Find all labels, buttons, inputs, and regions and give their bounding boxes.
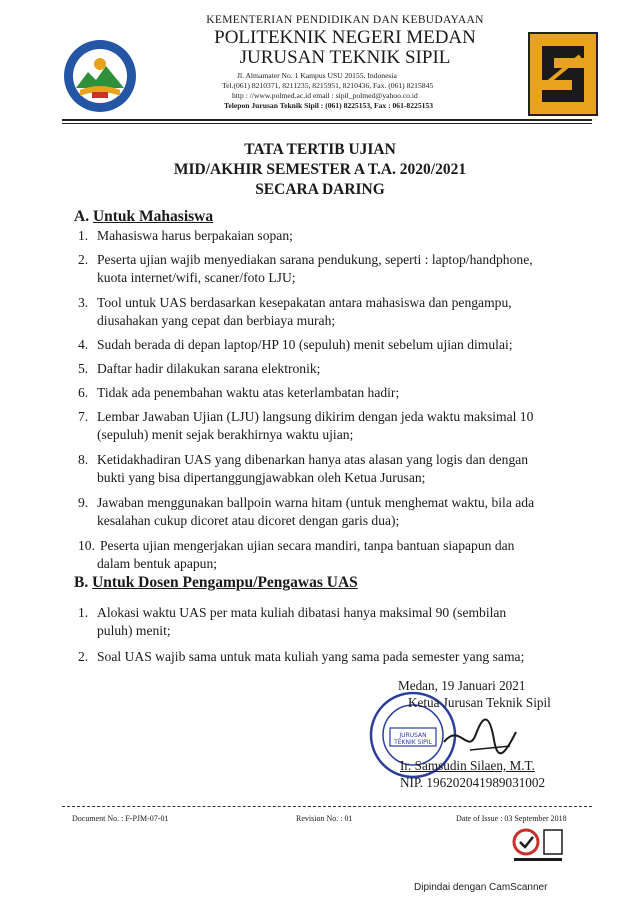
ministry-name: KEMENTERIAN PENDIDIKAN DAN KEBUDAYAAN [206,14,484,26]
issue-date: Date of Issue : 03 September 2018 [456,814,567,823]
item-text: Soal UAS wajib sama untuk mata kuliah yang sama pada semester yang sama; [97,649,525,664]
title-line-2: MID/AKHIR SEMESTER A T.A. 2020/2021 [173,161,467,178]
list-item [78,648,586,666]
footer-divider [62,806,592,807]
item-text: Daftar hadir dilakukan sarana elektronik; [97,361,321,376]
place-date: Medan, 19 Januari 2021 [398,678,526,693]
list-item [78,537,586,573]
list-item [78,384,586,402]
item-text: Peserta ujian wajib menyediakan sarana pendukung, seperti : laptop/handphone, [97,252,533,267]
item-text: Tidak ada penembahan waktu atas keterlambatan hadir; [97,385,400,400]
scanner-watermark: Dipindai dengan CamScanner [414,882,548,893]
item-text: Jawaban menggunakan ballpoin warna hitam (untuk menghemat waktu, bila ada [97,495,535,510]
item-text: Tool untuk UAS berdasarkan kesepakatan antara mahasiswa dan pengampu, [97,295,512,310]
item-number: 3. [78,295,89,310]
item-number: 9. [78,495,89,510]
list-item [78,336,586,354]
address: Jl. Almamater No. 1 Kampus USU 20155, Indonesia [237,71,397,80]
item-number: 6. [78,385,89,400]
item-number: 1. [78,228,89,243]
item-text: Peserta ujian mengerjakan ujian secara mandiri, tanpa bantuan siapapun dan [100,538,515,553]
civil-engineering-logo-icon [528,32,598,116]
item-number: 1. [78,605,89,620]
item-number: 2. [78,252,89,267]
department-phone: Telepon Jurusan Teknik Sipil : (061) 8225153, Fax : 061-8225153 [224,101,434,110]
item-text-continued: diusahakan yang cepat dan berbiaya murah; [97,313,336,328]
item-text-continued: kesalahan cukup dicoret atau dicoret dengan garis dua); [97,513,400,528]
list-item [78,294,586,330]
title-line-1: TATA TERTIB UJIAN [244,141,396,158]
web-email: http : //www.polmed.ac.id email : sipil_polmed@yahoo.co.id [232,91,418,100]
item-text-continued: dalam bentuk apapun; [97,556,218,571]
section-a-title: Untuk Mahasiswa [92,208,214,225]
list-item [78,451,586,487]
item-text-continued: kuota internet/wifi, scaner/foto LJU; [97,270,296,285]
list-item [78,494,586,530]
section-a-letter: A. [74,208,90,225]
item-text: Alokasi waktu UAS per mata kuliah dibatasi hanya maksimal 90 (sembilan [97,605,507,620]
letterhead-divider-thick [62,119,592,121]
svg-text:JURUSAN: JURUSAN [399,732,427,739]
item-text: Sudah berada di depan laptop/HP 10 (sepuluh) menit sebelum ujian dimulai; [97,337,513,352]
item-text: Lembar Jawaban Ujian (LJU) langsung dikirim dengan jeda waktu maksimal 10 [97,409,534,424]
item-number: 7. [78,409,89,424]
letterhead-divider-thin [62,123,592,124]
item-text-continued: puluh) menit; [97,623,171,638]
signer-role: Ketua Jurusan Teknik Sipil [408,695,551,710]
item-number: 5. [78,361,89,376]
signature-block [398,677,598,791]
letterhead [62,8,590,126]
item-number: 2. [78,649,89,664]
svg-text:TEKNIK SIPIL: TEKNIK SIPIL [394,739,432,746]
signer-name: Ir. Samsudin Silaen, M.T. [400,758,535,773]
section-b-letter: B. [74,574,89,591]
item-text-continued: (sepuluh) menit sejak berakhirnya waktu ujian; [97,427,354,442]
list-item [78,408,586,444]
document-title [0,140,640,200]
polmed-logo-icon [62,38,138,114]
list-item [78,604,586,640]
department-name: JURUSAN TEKNIK SIPIL [239,47,451,68]
list-item [78,360,586,378]
list-item [78,251,586,287]
item-number: 8. [78,452,89,467]
signer-nip: NIP. 196202041989031002 [400,775,546,790]
phone-numbers: Tel.(061) 8210371, 8211235, 8215951, 8210436, Fax. (061) 8215845 [222,81,434,90]
list-item [78,227,586,245]
item-number: 4. [78,337,89,352]
institution-name: POLITEKNIK NEGERI MEDAN [214,27,476,48]
title-line-3: SECARA DARING [255,181,385,198]
certification-logo-icon [510,826,566,864]
section-b-heading [74,574,358,592]
item-text: Mahasiswa harus berpakaian sopan; [97,228,293,243]
document-number: Document No. : F-PJM-07-01 [72,814,169,823]
revision-number: Revision No. : 01 [296,814,353,823]
item-text-continued: bukti yang bisa dipertanggungjawabkan oleh Ketua Jurusan; [97,470,426,485]
letterhead-text [152,14,538,111]
section-b-title: Untuk Dosen Pengampu/Pengawas UAS [92,574,358,591]
section-a-heading [74,208,213,226]
item-number: 10. [78,538,95,553]
item-text: Ketidakhadiran UAS yang dibenarkan hanya atas alasan yang logis dan dengan [97,452,529,467]
